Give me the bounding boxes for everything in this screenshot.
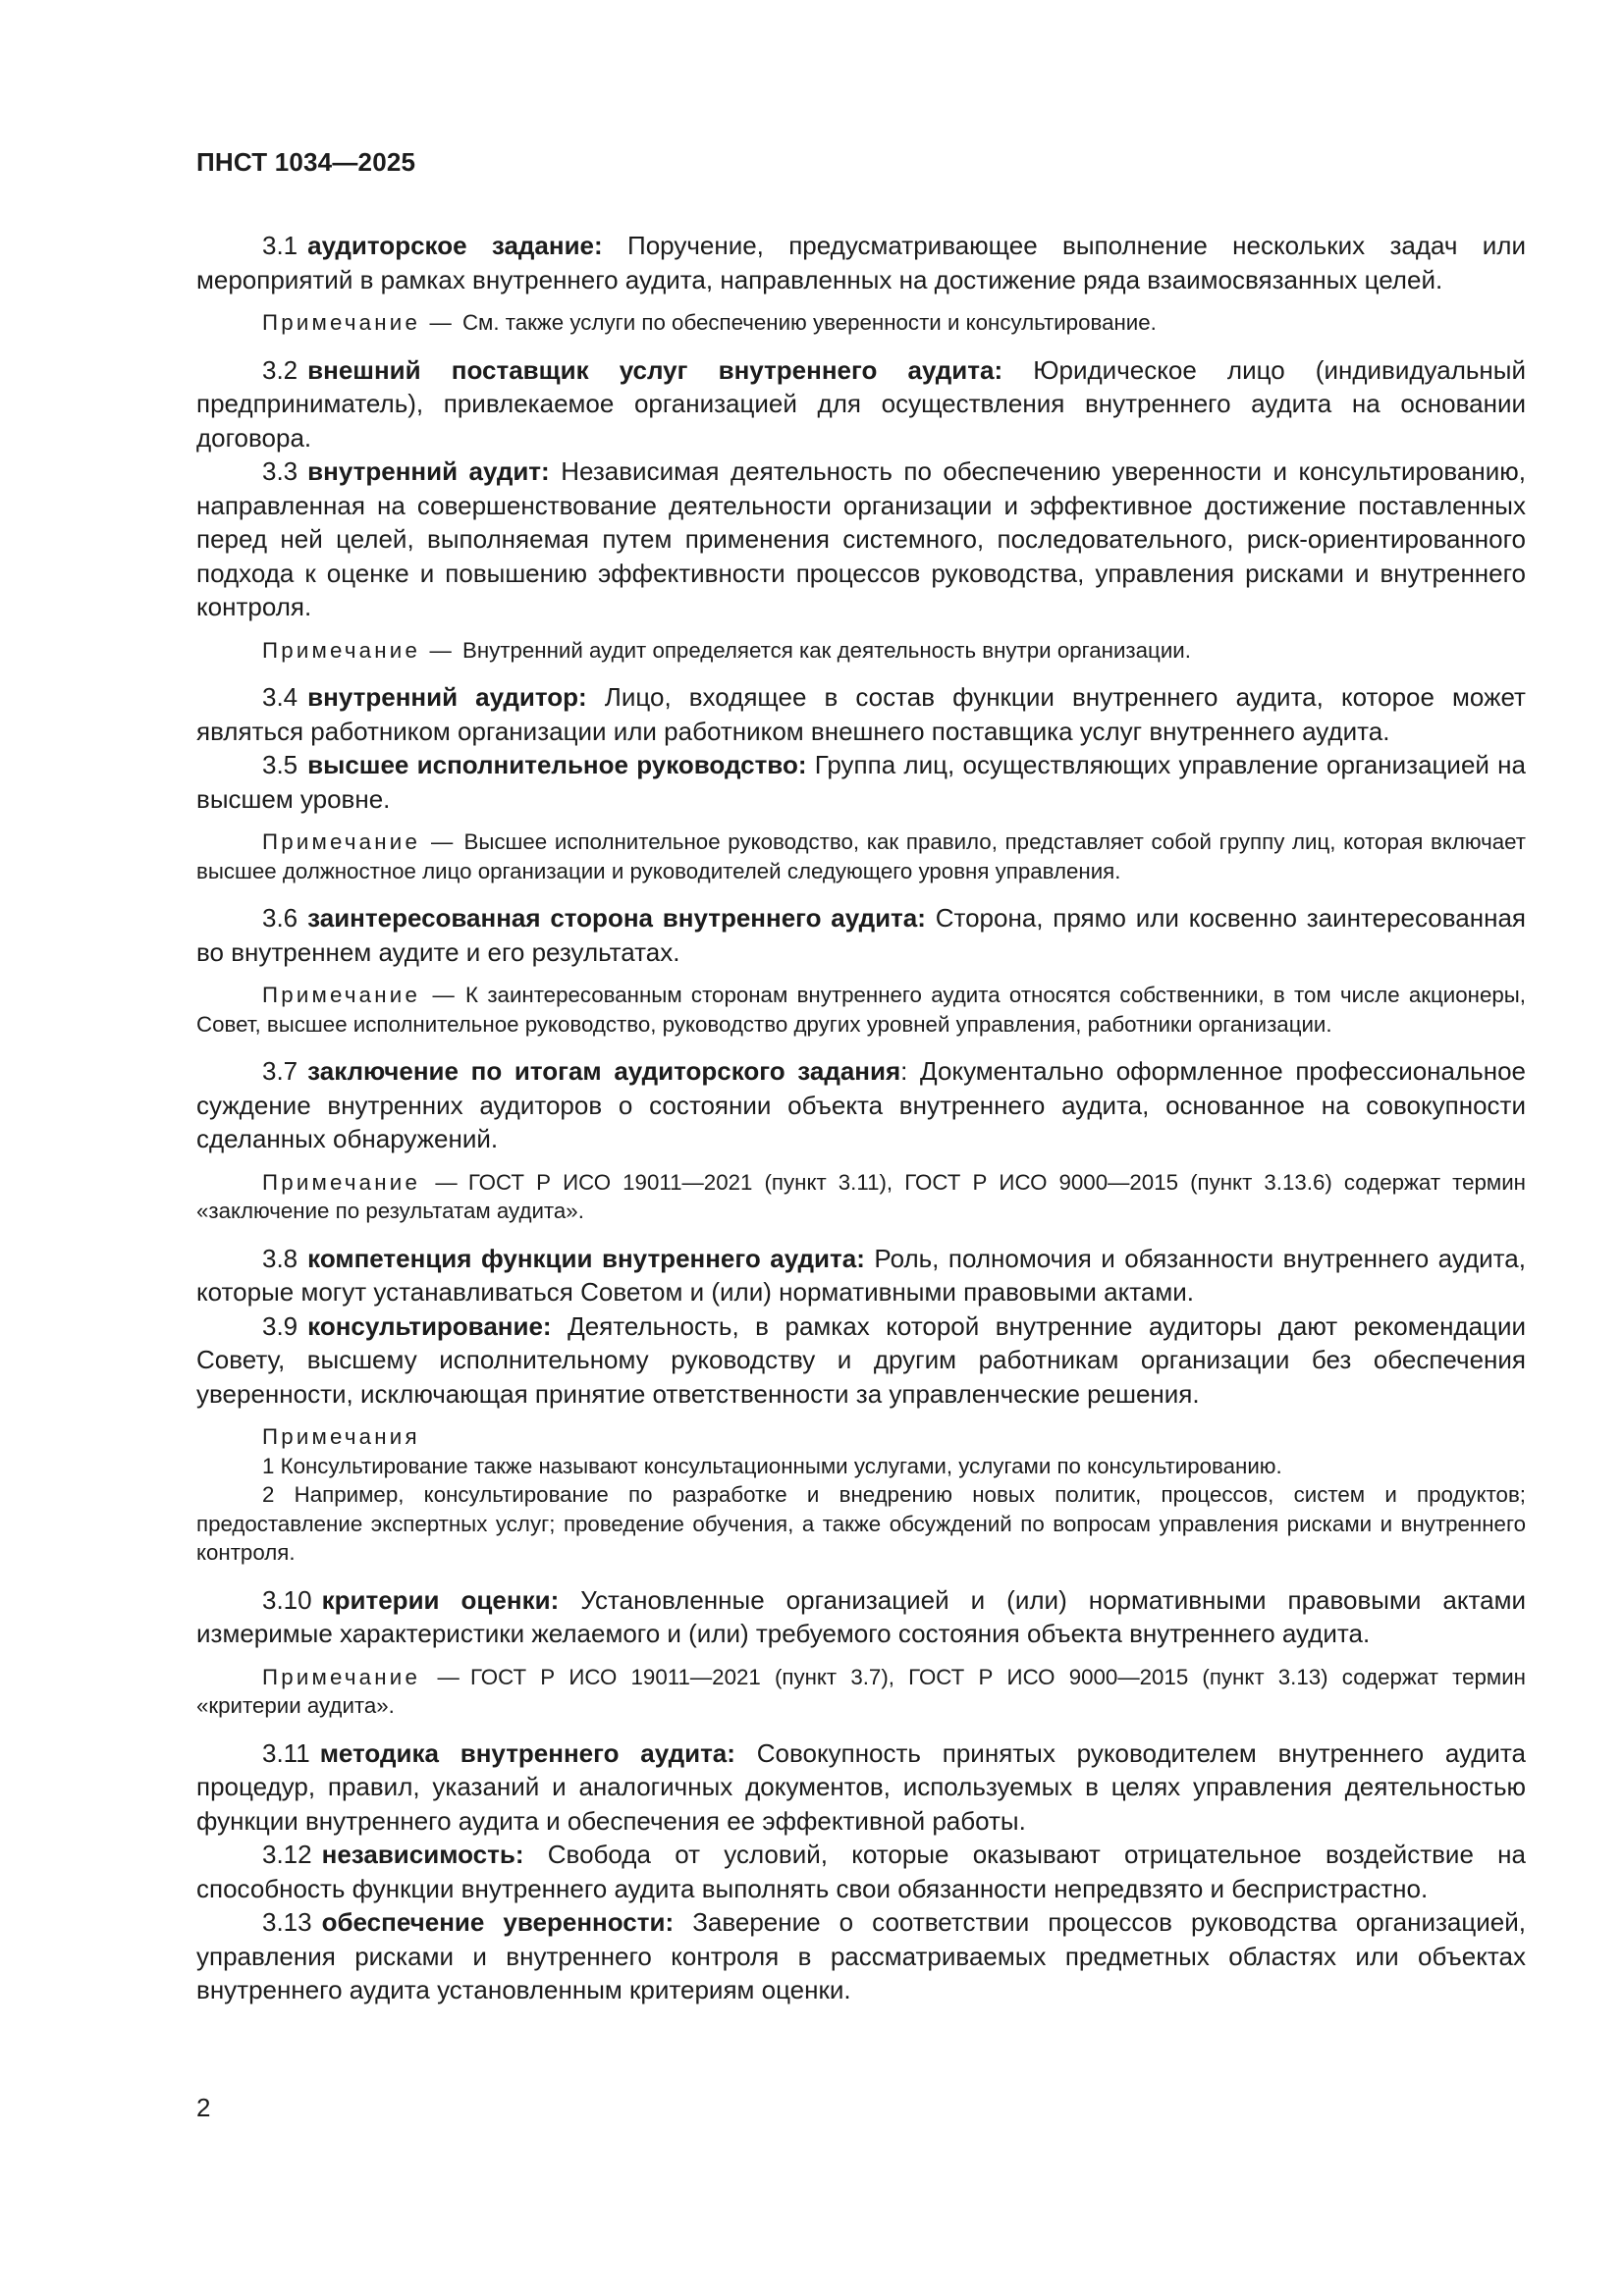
term-3-4 (196, 680, 1526, 748)
term-3-10 (196, 1583, 1526, 1651)
term-definition: : Документально оформленное профессиональное суждение внутренних аудиторов о состоянии объекта внутреннего аудита, основанное на совокупности сделанных обнаружений. (196, 1056, 1526, 1153)
term-definition: Сторона, прямо или косвенно заинтересованная во внутреннем аудите и его результатах. (196, 903, 1527, 967)
term-definition: Независимая деятельность по обеспечению уверенности и консультированию, направленная на совершенствование деятельности организации и эффективное достижение поставленных перед ней целей, выполняемая путем применения системного, последовательного, риск-ориентированного подхода к оценке и повышению эффективности процессов руководства, управления рисками и внутреннего контроля. (196, 456, 1526, 621)
term-definition: Совокупность принятых руководителем внутреннего аудита процедур, правил, указаний и аналогичных документов, используемых в целях управления деятельностью функции внутреннего аудита и обеспечения ее эффективной работы. (196, 1737, 1527, 1836)
term-name: компетенция функции внутреннего аудита: (307, 1243, 865, 1273)
term-name: внутренний аудитор: (307, 682, 587, 712)
term-3-11 (196, 1736, 1526, 1839)
term-number: 3.11 (262, 1737, 310, 1768)
note-label: Примечание — (262, 637, 455, 663)
term-3-9 (196, 1309, 1526, 1412)
note-item: 1 Консультирование также называют консультационными услугами, услугами по консультированию. (262, 1453, 1282, 1478)
term-number: 3.3 (262, 456, 298, 486)
term-number: 3.6 (262, 903, 298, 933)
term-3-6 (196, 901, 1526, 969)
term-definition: Свобода от условий, которые оказывают отрицательное воздействие на способность функции внутреннего аудита выполнять свои обязанности непредвзято и беспристрастно. (196, 1840, 1526, 1903)
document-page (196, 147, 1526, 2007)
note-text: Высшее исполнительное руководство, как правило, представляет собой группу лиц, которая включает высшее должностное лицо организации и руководителей следующего уровня управления. (196, 829, 1526, 883)
note-label: Примечание — (262, 310, 455, 335)
note-text: ГОСТ Р ИСО 19011—2021 (пункт 3.11), ГОСТ Р ИСО 9000—2015 (пункт 3.13.6) содержат термин «заключение по результатам аудита». (196, 1169, 1526, 1223)
term-3-7 (196, 1054, 1526, 1156)
term-3-12 (196, 1838, 1526, 1905)
note-label: Примечание — (262, 1664, 462, 1689)
term-number: 3.8 (262, 1243, 298, 1273)
note-3-10 (196, 1663, 1526, 1721)
term-number: 3.5 (262, 750, 298, 779)
note-label: Примечание — (262, 1169, 460, 1195)
term-number: 3.9 (262, 1310, 298, 1341)
term-3-13 (196, 1905, 1526, 2007)
note-item: 2 Например, консультирование по разработке и внедрению новых политик, процессов, систем и продуктов; предоставление экспертных услуг; проведение обучения, а также обсуждений по вопросам управления рисками и внутреннего контроля. (196, 1482, 1526, 1565)
term-definition: Роль, полномочия и обязанности внутреннего аудита, которые могут устанавливаться Советом и (или) нормативными правовыми актами. (196, 1243, 1526, 1307)
note-text: К заинтересованным сторонам внутреннего аудита относятся собственники, в том числе акционеры, Совет, высшее исполнительное руководство, руководство других уровней управления, работники организации. (196, 983, 1526, 1037)
term-name: обеспечение уверенности: (321, 1907, 675, 1937)
term-name: аудиторское задание: (307, 231, 603, 260)
term-number: 3.1 (262, 231, 298, 260)
term-name: внутренний аудит: (307, 456, 550, 486)
term-definition: Заверение о соответствии процессов руководства организацией, управления рисками и внутреннего контроля в рассматриваемых предметных областях или объектах внутреннего аудита установленным критериям оценки. (196, 1907, 1526, 2004)
note-3-5 (196, 828, 1526, 885)
term-name: консультирование: (307, 1310, 552, 1341)
notes-3-9 (196, 1422, 1526, 1568)
term-name: критерии оценки: (321, 1584, 560, 1615)
term-number: 3.2 (262, 354, 298, 385)
term-number: 3.13 (262, 1907, 312, 1937)
term-3-8 (196, 1242, 1526, 1309)
term-definition: Поручение, предусматривающее выполнение нескольких задач или мероприятий в рамках внутреннего аудита, направленных на достижение ряда взаимосвязанных целей. (196, 231, 1526, 294)
term-name: внешний поставщик услуг внутреннего аудита: (307, 354, 1003, 385)
note-text: ГОСТ Р ИСО 19011—2021 (пункт 3.7), ГОСТ Р ИСО 9000—2015 (пункт 3.13) содержат термин «критерии аудита». (196, 1664, 1526, 1718)
note-label: Примечание — (262, 829, 457, 854)
note-text: См. также услуги по обеспечению уверенности и консультирование. (461, 310, 1157, 335)
term-number: 3.7 (262, 1056, 298, 1086)
term-name: заключение по итогам аудиторского задания (307, 1056, 901, 1086)
term-definition: Установленные организацией и (или) нормативными правовыми актами измеримые характеристики желаемого и (или) требуемого состояния объекта внутреннего аудита. (196, 1584, 1526, 1648)
term-definition: Деятельность, в рамках которой внутренние аудиторы дают рекомендации Совету, высшему исполнительному руководству и другим работникам организации без обеспечения уверенности, исключающая принятие ответственности за управленческие решения. (196, 1310, 1526, 1409)
term-name: высшее исполнительное руководство: (307, 750, 807, 779)
term-number: 3.10 (262, 1584, 312, 1615)
term-3-3 (196, 454, 1526, 624)
note-3-3 (196, 636, 1526, 666)
term-number: 3.4 (262, 682, 298, 712)
note-label: Примечание — (262, 983, 459, 1007)
notes-label: Примечания (262, 1424, 420, 1449)
page-number: 2 (196, 2093, 211, 2122)
term-3-2 (196, 353, 1526, 455)
note-text: Внутренний аудит определяется как деятельность внутри организации. (461, 637, 1191, 663)
term-definition: Группа лиц, осуществляющих управление организацией на высшем уровне. (196, 750, 1527, 814)
term-3-5 (196, 748, 1526, 816)
note-3-1 (196, 308, 1526, 338)
note-3-7 (196, 1168, 1526, 1226)
term-definition: Лицо, входящее в состав функции внутреннего аудита, которое может являться работником организации или работником внешнего поставщика услуг внутреннего аудита. (196, 682, 1526, 746)
term-name: независимость: (321, 1840, 524, 1869)
term-3-1 (196, 229, 1526, 296)
document-code-header: ПНСТ 1034—2025 (196, 147, 416, 177)
term-number: 3.12 (262, 1840, 312, 1869)
term-name: методика внутреннего аудита: (319, 1737, 735, 1768)
note-3-6 (196, 981, 1526, 1039)
term-definition: Юридическое лицо (индивидуальный предприниматель), привлекаемое организацией для осуществления внутреннего аудита на основании договора. (196, 354, 1526, 453)
term-name: заинтересованная сторона внутреннего аудита: (307, 903, 926, 933)
